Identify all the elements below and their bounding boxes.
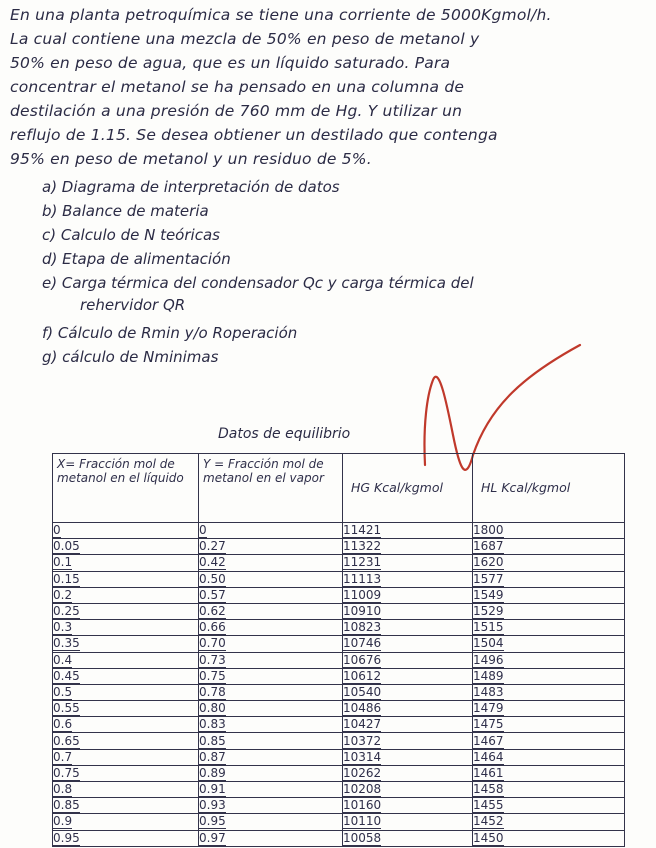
cell-value: 1458 (473, 782, 504, 797)
cell-value: 0.87 (199, 749, 226, 764)
cell-value: 0 (53, 523, 61, 538)
cell-hl (473, 684, 625, 700)
cell-x (53, 717, 199, 733)
table-row (53, 620, 625, 636)
cell-value: 0.95 (199, 814, 226, 829)
cell-value: 1450 (473, 830, 504, 845)
cell-value: 1452 (473, 814, 504, 829)
cell-hg (343, 620, 473, 636)
problem-line-7: 95% en peso de metanol y un residuo de 5%. (10, 150, 372, 168)
cell-value: 0.80 (199, 701, 226, 716)
cell-value: 10746 (343, 636, 382, 651)
cell-value: 0.85 (53, 798, 80, 813)
cell-value: 0.15 (53, 571, 80, 586)
cell-value: 0.05 (53, 539, 80, 554)
table-row (53, 765, 625, 781)
cell-value: 0.83 (199, 717, 226, 732)
cell-value: 1496 (473, 652, 504, 667)
cell-x (53, 798, 199, 814)
cell-hl (473, 798, 625, 814)
cell-hg (343, 733, 473, 749)
task-d: d) Etapa de alimentación (42, 250, 231, 268)
equilibrium-table (52, 453, 625, 847)
cell-value: 10160 (343, 798, 382, 813)
task-e: e) Carga térmica del condensador Qc y carga térmica del (42, 274, 474, 292)
header-y: Y = Fracción mol de metanol en el vapor (199, 454, 343, 523)
cell-hl (473, 539, 625, 555)
cell-y (199, 539, 343, 555)
cell-value: 0.27 (199, 539, 226, 554)
cell-hl (473, 830, 625, 846)
cell-hl (473, 523, 625, 539)
cell-y (199, 684, 343, 700)
cell-hl (473, 571, 625, 587)
cell-hg (343, 830, 473, 846)
cell-value: 1461 (473, 765, 504, 780)
table-row (53, 603, 625, 619)
cell-value: 10676 (343, 652, 382, 667)
cell-value: 0.75 (199, 668, 226, 683)
cell-value: 10208 (343, 782, 382, 797)
cell-value: 10372 (343, 733, 382, 748)
table-body (53, 523, 625, 847)
cell-value: 1483 (473, 684, 504, 699)
cell-value: 1475 (473, 717, 504, 732)
cell-hl (473, 749, 625, 765)
cell-x (53, 587, 199, 603)
cell-hl (473, 555, 625, 571)
problem-line-3: 50% en peso de agua, que es un líquido saturado. Para (10, 54, 451, 72)
cell-value: 0.35 (53, 636, 80, 651)
cell-hl (473, 733, 625, 749)
cell-value: 11231 (343, 555, 382, 570)
cell-value: 10314 (343, 749, 382, 764)
table-title: Datos de equilibrio (218, 426, 351, 442)
cell-value: 1529 (473, 604, 504, 619)
cell-y (199, 798, 343, 814)
cell-value: 1620 (473, 555, 504, 570)
cell-hl (473, 668, 625, 684)
cell-value: 0.75 (53, 765, 80, 780)
cell-hl (473, 587, 625, 603)
cell-y (199, 571, 343, 587)
table-header-row (53, 454, 625, 523)
cell-value: 1489 (473, 668, 504, 683)
cell-hg (343, 571, 473, 587)
cell-value: 10110 (343, 814, 382, 829)
cell-hg (343, 798, 473, 814)
task-e-continued: rehervidor QR (80, 296, 186, 314)
cell-value: 10427 (343, 717, 382, 732)
table-row (53, 668, 625, 684)
cell-value: 11322 (343, 539, 382, 554)
cell-y (199, 636, 343, 652)
cell-value: 1687 (473, 539, 504, 554)
cell-hl (473, 701, 625, 717)
task-a: a) Diagrama de interpretación de datos (42, 178, 340, 196)
cell-hl (473, 782, 625, 798)
cell-x (53, 733, 199, 749)
table-row (53, 652, 625, 668)
cell-value: 0.1 (53, 555, 73, 570)
cell-x (53, 636, 199, 652)
cell-hg (343, 668, 473, 684)
cell-value: 1515 (473, 620, 504, 635)
cell-y (199, 587, 343, 603)
cell-x (53, 603, 199, 619)
cell-value: 0.73 (199, 652, 226, 667)
cell-y (199, 749, 343, 765)
table-row (53, 684, 625, 700)
cell-value: 1549 (473, 587, 504, 602)
cell-hg (343, 717, 473, 733)
cell-value: 10910 (343, 604, 382, 619)
cell-x (53, 830, 199, 846)
cell-value: 0.45 (53, 668, 80, 683)
cell-hg (343, 782, 473, 798)
cell-value: 0.65 (53, 733, 80, 748)
cell-x (53, 782, 199, 798)
cell-hg (343, 587, 473, 603)
cell-value: 0.85 (199, 733, 226, 748)
cell-x (53, 684, 199, 700)
cell-value: 0.25 (53, 604, 80, 619)
cell-value: 10612 (343, 668, 382, 683)
cell-y (199, 733, 343, 749)
cell-hg (343, 701, 473, 717)
table-row (53, 798, 625, 814)
cell-hl (473, 652, 625, 668)
cell-x (53, 701, 199, 717)
cell-hg (343, 765, 473, 781)
cell-hg (343, 603, 473, 619)
cell-value: 0.6 (53, 717, 73, 732)
cell-y (199, 668, 343, 684)
table-row (53, 830, 625, 846)
cell-y (199, 717, 343, 733)
problem-line-4: concentrar el metanol se ha pensado en una columna de (10, 78, 465, 96)
cell-hl (473, 636, 625, 652)
table-row (53, 733, 625, 749)
cell-value: 10823 (343, 620, 382, 635)
cell-x (53, 620, 199, 636)
table-row (53, 587, 625, 603)
cell-value: 10262 (343, 765, 382, 780)
cell-value: 0.78 (199, 684, 226, 699)
cell-value: 1504 (473, 636, 504, 651)
cell-value: 0.95 (53, 830, 80, 845)
cell-value: 10540 (343, 684, 382, 699)
cell-value: 1455 (473, 798, 504, 813)
cell-value: 0.66 (199, 620, 226, 635)
cell-hg (343, 652, 473, 668)
table-row (53, 571, 625, 587)
cell-x (53, 555, 199, 571)
cell-value: 0.57 (199, 587, 226, 602)
cell-hl (473, 814, 625, 830)
cell-value: 0.42 (199, 555, 226, 570)
problem-line-2: La cual contiene una mezcla de 50% en peso de metanol y (10, 30, 480, 48)
cell-value: 0.91 (199, 782, 226, 797)
cell-y (199, 620, 343, 636)
table-row (53, 636, 625, 652)
cell-y (199, 555, 343, 571)
cell-value: 11421 (343, 523, 382, 538)
cell-x (53, 765, 199, 781)
cell-hg (343, 523, 473, 539)
cell-value: 10486 (343, 701, 382, 716)
problem-line-5: destilación a una presión de 760 mm de Hg. Y utilizar un (10, 102, 463, 120)
cell-hg (343, 749, 473, 765)
table-row (53, 814, 625, 830)
cell-hg (343, 684, 473, 700)
cell-hg (343, 814, 473, 830)
table-row (53, 555, 625, 571)
task-c: c) Calculo de N teóricas (42, 226, 220, 244)
table-row (53, 717, 625, 733)
cell-value: 1800 (473, 523, 504, 538)
cell-y (199, 782, 343, 798)
task-g: g) cálculo de Nminimas (42, 348, 219, 366)
cell-value: 0.62 (199, 604, 226, 619)
problem-line-6: reflujo de 1.15. Se desea obtiener un destilado que contenga (10, 126, 498, 144)
task-f: f) Cálculo de Rmin y/o Roperación (42, 324, 298, 342)
cell-value: 0.55 (53, 701, 80, 716)
cell-y (199, 701, 343, 717)
cell-x (53, 571, 199, 587)
header-x: X= Fracción mol de metanol en el líquido (53, 454, 199, 523)
cell-x (53, 523, 199, 539)
cell-y (199, 603, 343, 619)
cell-value: 0.50 (199, 571, 226, 586)
cell-value: 0.3 (53, 620, 73, 635)
table-row (53, 701, 625, 717)
cell-value: 1464 (473, 749, 504, 764)
table-row (53, 782, 625, 798)
header-hl: HL Kcal/kgmol (473, 454, 625, 523)
cell-value: 11113 (343, 571, 382, 586)
cell-x (53, 668, 199, 684)
cell-value: 0.93 (199, 798, 226, 813)
cell-value: 0.4 (53, 652, 73, 667)
cell-value: 1467 (473, 733, 504, 748)
cell-value: 0.70 (199, 636, 226, 651)
cell-value: 0.5 (53, 684, 73, 699)
cell-hg (343, 555, 473, 571)
cell-hg (343, 636, 473, 652)
cell-x (53, 539, 199, 555)
cell-value: 10058 (343, 830, 382, 845)
cell-hl (473, 620, 625, 636)
cell-hl (473, 765, 625, 781)
cell-hl (473, 603, 625, 619)
cell-value: 0.89 (199, 765, 226, 780)
cell-y (199, 814, 343, 830)
cell-y (199, 765, 343, 781)
table-row (53, 523, 625, 539)
cell-hl (473, 717, 625, 733)
cell-value: 0.97 (199, 830, 226, 845)
table-row (53, 749, 625, 765)
cell-value: 0 (199, 523, 207, 538)
table-row (53, 539, 625, 555)
cell-x (53, 814, 199, 830)
cell-hg (343, 539, 473, 555)
task-b: b) Balance de materia (42, 202, 209, 220)
cell-y (199, 523, 343, 539)
header-hg: HG Kcal/kgmol (343, 454, 473, 523)
cell-y (199, 830, 343, 846)
cell-value: 11009 (343, 587, 382, 602)
cell-value: 1577 (473, 571, 504, 586)
cell-value: 1479 (473, 701, 504, 716)
cell-value: 0.7 (53, 749, 73, 764)
cell-x (53, 652, 199, 668)
cell-value: 0.8 (53, 782, 73, 797)
cell-y (199, 652, 343, 668)
problem-line-1: En una planta petroquímica se tiene una corriente de 5000Kgmol/h. (10, 6, 552, 24)
cell-value: 0.2 (53, 587, 73, 602)
cell-value: 0.9 (53, 814, 73, 829)
cell-x (53, 749, 199, 765)
